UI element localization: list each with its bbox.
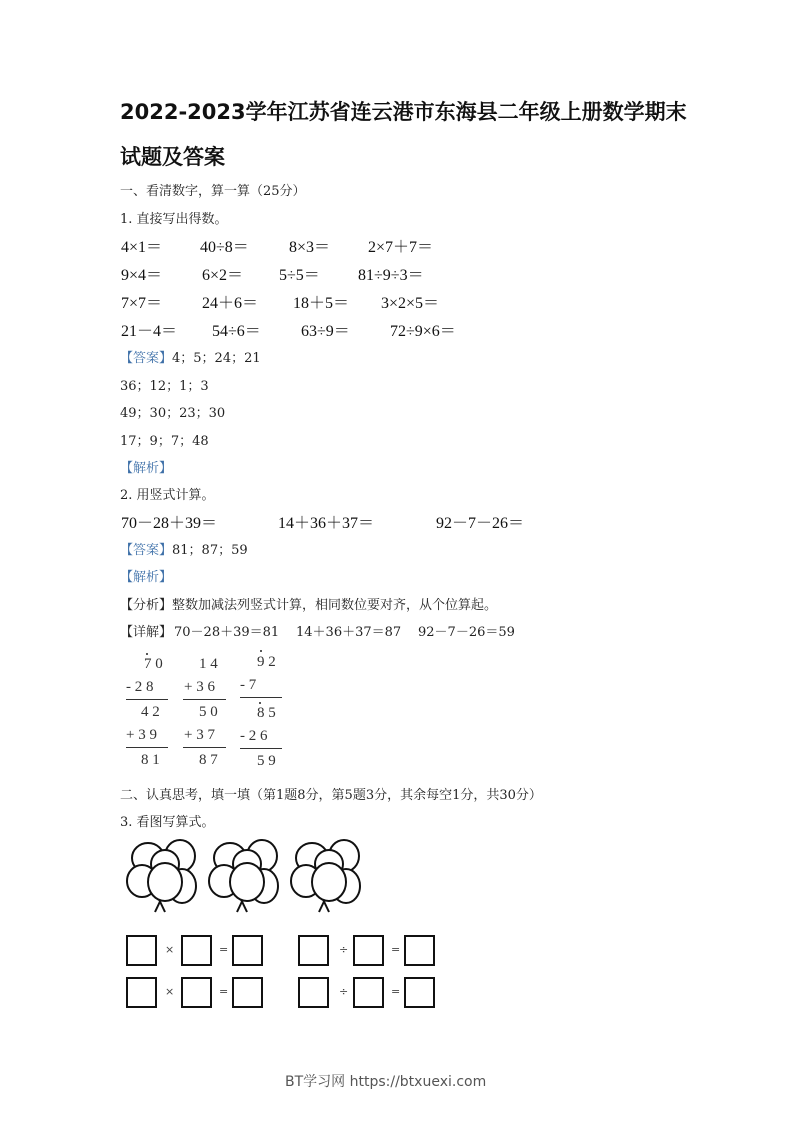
answer-box[interactable]	[126, 935, 157, 966]
answer-label: 【答案】	[120, 351, 173, 366]
answer-text: 36；12；1；3	[120, 379, 209, 394]
q1-eq: 2×7＋7＝	[368, 239, 434, 256]
analysis-label: 【解析】	[120, 570, 173, 585]
answer-text: 17；9；7；48	[120, 434, 209, 449]
q1-eq: 5÷5＝	[279, 267, 320, 284]
q1-eq: 8×3＝	[289, 239, 331, 256]
q1-eq: 7×7＝	[121, 295, 163, 312]
section-1-heading: 一、看清数字，算一算（25分）	[120, 184, 306, 199]
q1-eq: 24＋6＝	[202, 295, 259, 312]
q1-eq: 21－4＝	[121, 323, 178, 340]
q1-eq: 54÷6＝	[212, 323, 261, 340]
section-2-heading: 二、认真思考，填一填（第1题8分，第5题3分，其余每空1分，共30分）	[120, 788, 542, 803]
analysis-label: 【解析】	[120, 461, 173, 476]
answer-box[interactable]	[181, 935, 212, 966]
answer-box[interactable]	[126, 977, 157, 1008]
answer-box[interactable]	[353, 977, 384, 1008]
xiangjie-eq: 92－7－26＝59	[418, 625, 515, 640]
answer-box[interactable]	[298, 935, 329, 966]
q2-problem: 92－7－26＝	[436, 515, 525, 532]
q1-eq: 18＋5＝	[293, 295, 350, 312]
q1-eq: 9×4＝	[121, 267, 163, 284]
q1-eq: 81÷9÷3＝	[358, 267, 424, 284]
answer-text: 81；87；59	[172, 543, 248, 558]
answer-box[interactable]	[404, 977, 435, 1008]
q1-eq: 6×2＝	[202, 267, 244, 284]
doc-title-line2: 试题及答案	[120, 145, 225, 169]
answer-box[interactable]	[181, 977, 212, 1008]
footer-watermark: BT学习网 https://btxuexi.com	[285, 1074, 487, 1090]
answer-label: 【答案】	[120, 543, 173, 558]
q1-eq: 3×2×5＝	[381, 295, 440, 312]
answer-text: 49；30；23；30	[120, 406, 226, 421]
q2-problem: 70－28＋39＝	[121, 515, 218, 532]
xiangjie-label: 【详解】	[120, 625, 173, 640]
answer-text: 4；5；24；21	[172, 351, 261, 366]
answer-box[interactable]	[298, 977, 329, 1008]
q2-label: 2. 用竖式计算。	[120, 488, 215, 503]
balloons-illustration	[120, 836, 380, 916]
answer-box[interactable]	[232, 977, 263, 1008]
answer-box[interactable]	[353, 935, 384, 966]
q1-eq: 72÷9×6＝	[390, 323, 456, 340]
doc-title-line1: 2022-2023学年江苏省连云港市东海县二年级上册数学期末	[120, 100, 687, 124]
q1-eq: 40÷8＝	[200, 239, 249, 256]
q3-label: 3. 看图写算式。	[120, 815, 215, 830]
q2-problem: 14＋36＋37＝	[278, 515, 375, 532]
answer-box[interactable]	[404, 935, 435, 966]
answer-box[interactable]	[232, 935, 263, 966]
fenxi-text: 【分析】整数加减法列竖式计算，相同数位要对齐，从个位算起。	[120, 598, 498, 613]
q1-label: 1. 直接写出得数。	[120, 212, 228, 227]
q1-eq: 4×1＝	[121, 239, 163, 256]
xiangjie-eq: 70－28＋39＝81	[174, 625, 280, 640]
xiangjie-eq: 14＋36＋37＝87	[296, 625, 402, 640]
q1-eq: 63÷9＝	[301, 323, 350, 340]
